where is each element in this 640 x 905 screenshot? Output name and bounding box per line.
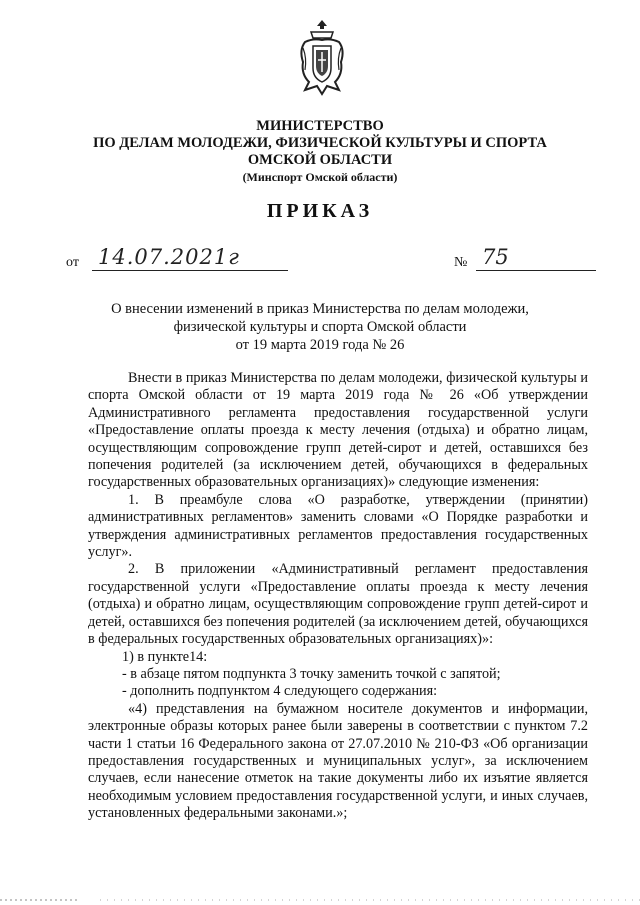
body-paragraph: 1. В преамбуле слова «О разработке, утверждении (принятии) административных регламентов» заменить словами «О Порядке разработки и утверждения административных регламентов предоставления государственных услуг».: [88, 491, 588, 561]
ministry-short-name: (Минспорт Омской области): [242, 170, 398, 184]
subject-line2: физической культуры и спорта Омской области: [173, 319, 467, 335]
handwritten-date: 14.07.2021г: [98, 245, 240, 269]
body-paragraph: - в абзаце пятом подпункта 3 точку заменить точкой с запятой;: [122, 665, 501, 682]
number-field: [476, 245, 596, 271]
body-paragraph: Внести в приказ Министерства по делам молодежи, физической культуры и спорта Омской области от 19 марта 2019 года № 26 «Об утверждении Административного регламента предоставления государственной услуги «Предоставление оплаты проезда к месту лечения (отдыха) и обратно лицам, осуществляющим сопровождение групп детей-сирот и детей, оставшихся без попечения родителей (за исключением детей, обучающихся в федеральных государственных образовательных организациях)» следующие изменения:: [88, 370, 588, 491]
date-number-row: [66, 245, 596, 274]
body-paragraph: 1) в пункте14:: [122, 648, 208, 665]
body-paragraph: «4) представления на бумажном носителе документов и информации, электронные образы которых ранее были заверены в соответствии с пунктом 7.2 части 1 статьи 16 Федерального закона от 27.07.2010 № 210-ФЗ «Об организации предоставления государственных и муниципальных услуг», за исключением случаев, если нанесение отметок на такие документы либо их изъятие является необходимым условием предоставления государственной услуги, и иных случаев, установленных федеральными законами.»;: [88, 700, 588, 822]
body-paragraph: - дополнить подпунктом 4 следующего содержания:: [122, 683, 438, 700]
document-title: ПРИКАЗ: [266, 200, 374, 222]
coat-of-arms-emblem: [297, 18, 347, 96]
subject-line1: О внесении изменений в приказ Министерства по делам молодежи,: [111, 301, 529, 317]
body-paragraph: 2. В приложении «Административный регламент предоставления государственной услуги «Предоставление оплаты проезда к месту лечения (отдыха) и обратно лицам, осуществляющим сопровождение групп детей-сирот и детей, оставшихся без попечения родителей (за исключением детей, обучающихся в федеральных государственных образовательных организациях)»:: [88, 561, 588, 648]
date-label: от: [66, 255, 79, 270]
document-subject: [100, 300, 540, 354]
subject-line3: от 19 марта 2019 года № 26: [235, 337, 405, 353]
ministry-header: [80, 118, 560, 185]
ministry-name-line1: МИНИСТЕРСТВО: [256, 118, 384, 134]
number-label: №: [454, 255, 468, 270]
handwritten-number: 75: [482, 245, 509, 269]
ministry-name-line2: ПО ДЕЛАМ МОЛОДЕЖИ, ФИЗИЧЕСКОЙ КУЛЬТУРЫ И СПОРТА: [93, 135, 547, 151]
scan-artifact-dots: [0, 897, 640, 903]
ministry-name-line3: ОМСКОЙ ОБЛАСТИ: [247, 152, 393, 168]
document-body: [88, 370, 588, 823]
date-field: [92, 245, 288, 271]
